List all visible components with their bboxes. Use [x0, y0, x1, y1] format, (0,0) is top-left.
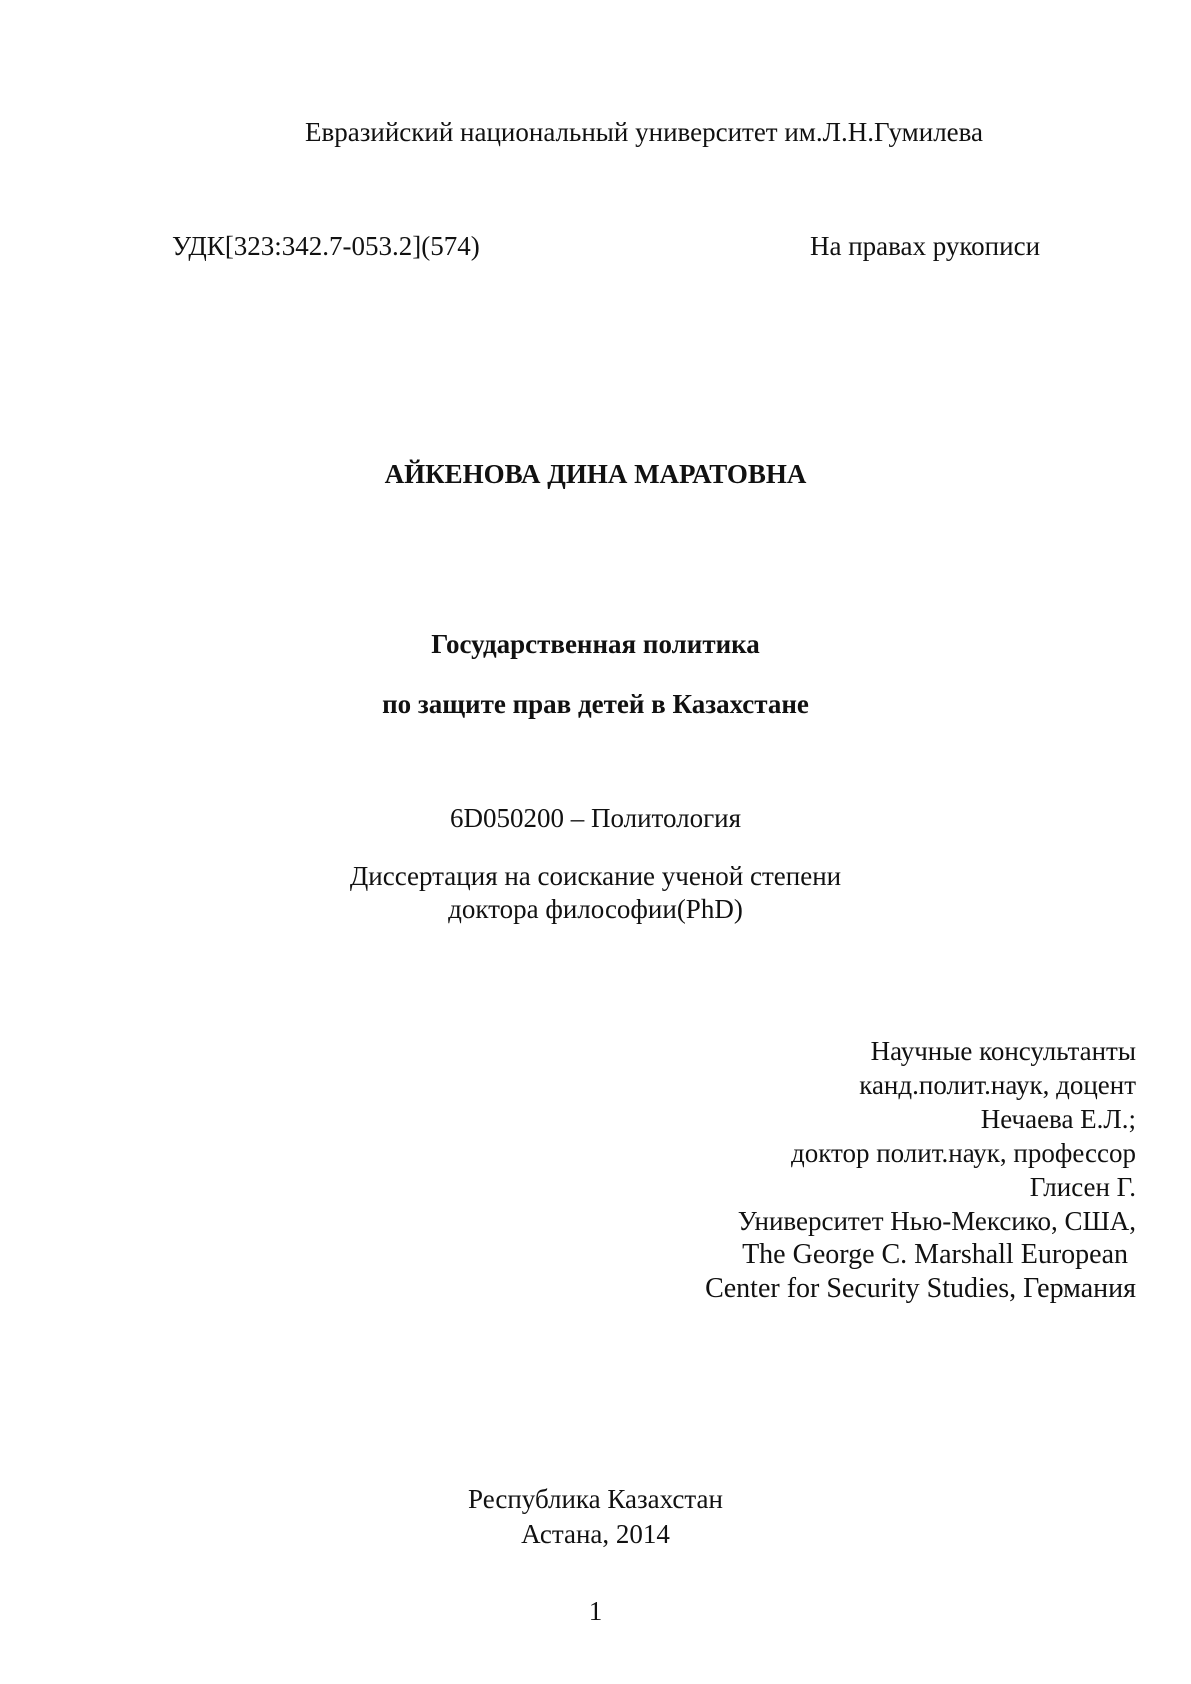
dissertation-title-line-2: по защите прав детей в Казахстане: [382, 689, 809, 719]
author-name: АЙКЕНОВА ДИНА МАРАТОВНА: [384, 459, 807, 489]
udk-code: УДК[323:342.7-053.2](574): [172, 231, 480, 261]
consultant-2-name: Глисен Г.: [1029, 1172, 1136, 1202]
degree-statement-line-1: Диссертация на соискание ученой степени: [349, 861, 842, 891]
consultant-2-degree: доктор полит.наук, профессор: [791, 1138, 1136, 1168]
page-number: 1: [588, 1596, 603, 1626]
manuscript-rights-note: На правах рукописи: [810, 231, 1041, 261]
city-and-year: Астана, 2014: [521, 1519, 670, 1549]
consultant-2-affiliation-2: The George C. Marshall European: [742, 1239, 1128, 1270]
consultant-1-name: Нечаева Е.Л.;: [980, 1104, 1136, 1134]
university-name: Евразийский национальный университет им.Л.Н.Гумилева: [305, 117, 984, 147]
consultant-2-affiliation-3: Center for Security Studies, Германия: [705, 1273, 1136, 1304]
country: Республика Казахстан: [468, 1484, 723, 1514]
consultants-heading: Научные консультанты: [870, 1036, 1136, 1066]
consultant-2-affiliation-1: Университет Нью-Мексико, США,: [737, 1206, 1136, 1236]
degree-statement-line-2: доктора философии(PhD): [448, 894, 743, 924]
dissertation-title-line-1: Государственная политика: [431, 629, 760, 659]
consultant-1-degree: канд.полит.наук, доцент: [859, 1070, 1136, 1100]
scientific-consultants: [600, 1034, 1136, 1306]
specialty-code: 6D050200 – Политология: [449, 803, 742, 833]
